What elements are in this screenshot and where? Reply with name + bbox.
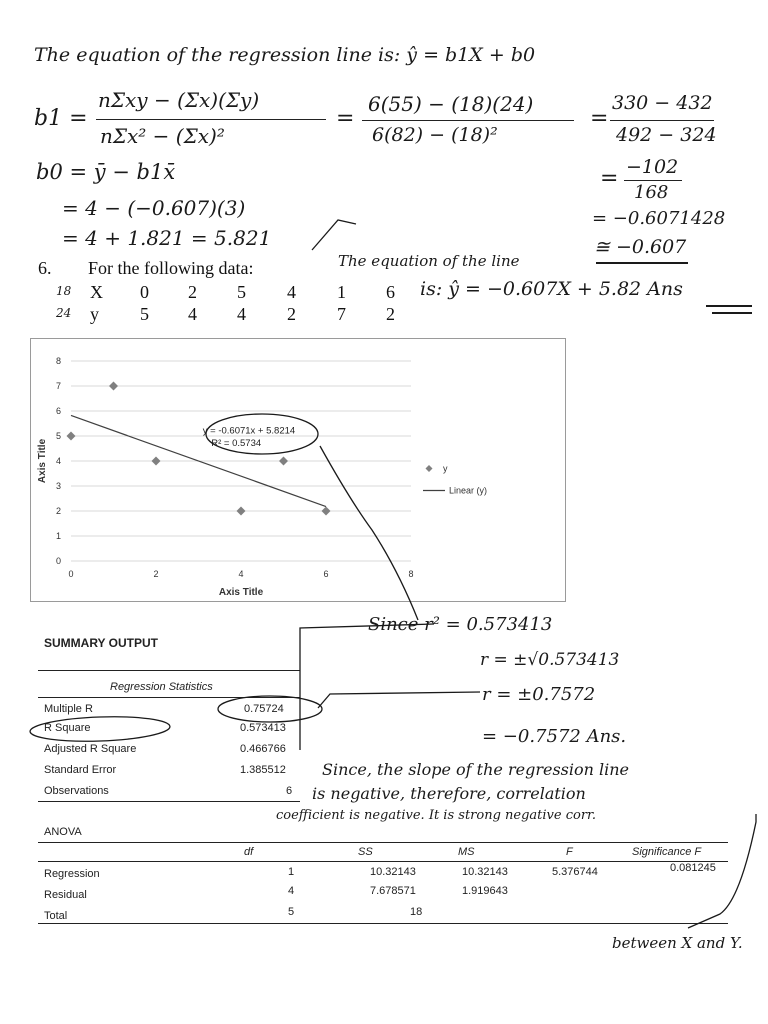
anova-header-rule: [38, 861, 728, 862]
b1-formula-bar: [96, 119, 326, 120]
r2-connector: [300, 624, 434, 750]
b1-fraction-denominator: 168: [634, 182, 669, 203]
problem-number: 6.: [38, 258, 52, 278]
b1-rounded: ≅ −0.607: [594, 236, 687, 258]
stat-label: Observations: [44, 785, 109, 797]
stat-label: Adjusted R Square: [44, 743, 137, 755]
scatter-chart: [30, 338, 566, 602]
data-point: [237, 507, 246, 516]
y-sum-note: 24: [56, 306, 72, 320]
anova-cell: 10.32143: [370, 866, 416, 878]
stat-label: Standard Error: [44, 764, 117, 776]
y-value: 7: [337, 304, 346, 324]
anova-header-sig: Significance F: [632, 846, 702, 858]
r-squared-label: R² = 0.5734: [211, 438, 262, 449]
data-point: [109, 382, 118, 391]
anova-cell: 5: [288, 906, 295, 918]
legend-label: y: [443, 463, 448, 474]
y-tick-label: 6: [55, 406, 61, 416]
summary-mid-rule: [38, 697, 300, 698]
x-value: 6: [386, 282, 395, 302]
anova-cell: 4: [288, 885, 295, 897]
chart-svg: [31, 339, 565, 601]
y-tick-label: 8: [55, 356, 61, 366]
anova-row-label: Residual: [44, 889, 87, 901]
equals-sign: =: [336, 106, 355, 131]
data-point: [67, 432, 76, 441]
b1-formula-denominator: nΣx² − (Σx)²: [100, 124, 225, 148]
answer-underline: [706, 305, 752, 307]
slash-stroke: [312, 220, 356, 250]
stat-label: Multiple R: [44, 703, 93, 715]
anova-cell: 1: [288, 866, 295, 878]
anova-top-rule: [38, 842, 728, 843]
r-answer-note: = −0.7572 Ans.: [482, 726, 627, 747]
x-tick-label: 6: [323, 569, 329, 579]
line-equation-label: The equation of the line: [338, 252, 520, 270]
anova-title: ANOVA: [44, 826, 82, 838]
r-connector: [318, 692, 480, 708]
stat-value: 0.466766: [240, 743, 286, 755]
r-value-note: r = ±0.7572: [482, 684, 596, 705]
anova-cell: 1.919643: [462, 885, 508, 897]
stat-label: R Square: [44, 722, 91, 734]
x-tick-label: 8: [408, 569, 414, 579]
y-value: 2: [386, 304, 395, 324]
y-value: 2: [287, 304, 296, 324]
equation-header: The equation of the regression line is: ŷ = b1X + b0: [34, 44, 536, 66]
x-value: 4: [287, 282, 296, 302]
x-axis-title: Axis Title: [218, 587, 264, 598]
b0-formula: b0 = ȳ − b1x̄: [36, 160, 176, 184]
y-tick-label: 7: [55, 381, 61, 391]
equals-sign-2: =: [590, 106, 609, 131]
b1-decimal: = −0.6071428: [592, 208, 726, 229]
anova-header-ss: SS: [358, 846, 373, 858]
y-value: 4: [237, 304, 246, 324]
anova-header-df: df: [244, 846, 254, 858]
problem-prompt: For the following data:: [88, 258, 254, 278]
legend-marker: [426, 465, 433, 472]
r-squared-note: Since r² = 0.573413: [368, 614, 553, 635]
conclusion-line-1: Since, the slope of the regression line: [322, 760, 630, 779]
anova-header-ms: MS: [458, 846, 475, 858]
y-tick-label: 4: [55, 456, 61, 466]
data-point: [322, 507, 331, 516]
stat-value: 1.385512: [240, 764, 286, 776]
b1-rounded-underline: [596, 262, 688, 264]
y-axis-title: Axis Title: [37, 438, 48, 484]
b1-formula-numerator: nΣxy − (Σx)(Σy): [98, 88, 260, 112]
conclusion-line-4: between X and Y.: [612, 934, 743, 952]
y-tick-label: 2: [55, 506, 61, 516]
anova-cell: 5.376744: [552, 866, 598, 878]
anova-cell: 0.081245: [670, 862, 716, 874]
b0-substitution: = 4 − (−0.607)(3): [62, 196, 246, 220]
stat-value: 6: [286, 785, 293, 797]
x-tick-label: 0: [68, 569, 74, 579]
answer-underline-2: [712, 312, 752, 314]
line-equation-answer: is: ŷ = −0.607X + 5.82 Ans: [420, 278, 683, 300]
x-value: 5: [237, 282, 246, 302]
r-sqrt-note: r = ±√0.573413: [480, 650, 620, 670]
summary-title: SUMMARY OUTPUT: [44, 636, 158, 650]
stat-value: 0.75724: [244, 703, 284, 715]
b1-substitution-bar: [362, 120, 574, 121]
x-value: 1: [337, 282, 346, 302]
summary-bottom-rule: [38, 801, 300, 802]
anova-row-label: Total: [44, 910, 68, 922]
anova-cell: 18: [410, 906, 423, 918]
anova-header-f: F: [566, 846, 573, 858]
equals-sign-3: =: [600, 166, 619, 191]
b1-fraction-numerator: −102: [626, 156, 679, 178]
b1-fraction-bar: [624, 180, 682, 181]
data-point: [152, 457, 161, 466]
b1-substitution-numerator: 6(55) − (18)(24): [368, 92, 534, 116]
legend-label: Linear (y): [449, 485, 488, 496]
conclusion-line-3: coefficient is negative. It is strong negative corr.: [276, 808, 596, 823]
stat-value: 0.573413: [240, 722, 286, 734]
x-value: 0: [140, 282, 149, 302]
x-sum-note: 18: [56, 284, 72, 298]
anova-cell: 7.678571: [370, 885, 416, 897]
y-value: 5: [140, 304, 149, 324]
x-row-label: X: [90, 282, 103, 302]
anova-cell: 10.32143: [462, 866, 508, 878]
b0-result: = 4 + 1.821 = 5.821: [62, 226, 272, 250]
x-tick-label: 4: [238, 569, 244, 579]
y-tick-label: 1: [55, 531, 61, 541]
y-value: 4: [188, 304, 197, 324]
b1-step-numerator: 330 − 432: [612, 92, 713, 114]
summary-top-rule: [38, 670, 300, 671]
x-tick-label: 2: [153, 569, 159, 579]
conclusion-line-2: is negative, therefore, correlation: [312, 784, 586, 803]
y-tick-label: 3: [55, 481, 61, 491]
y-tick-label: 0: [55, 556, 61, 566]
y-row-label: y: [90, 304, 99, 324]
data-point: [279, 457, 288, 466]
b1-substitution-denominator: 6(82) − (18)²: [372, 124, 498, 146]
y-tick-label: 5: [55, 431, 61, 441]
regression-statistics-title: Regression Statistics: [110, 681, 213, 693]
anova-row-label: Regression: [44, 868, 100, 880]
b1-step-bar: [610, 120, 714, 121]
b1-step-denominator: 492 − 324: [616, 124, 717, 146]
b1-label: b1 =: [34, 106, 88, 131]
x-value: 2: [188, 282, 197, 302]
anova-bottom-rule: [38, 923, 728, 924]
trendline-equation: y = -0.6071x + 5.8214: [202, 425, 296, 437]
